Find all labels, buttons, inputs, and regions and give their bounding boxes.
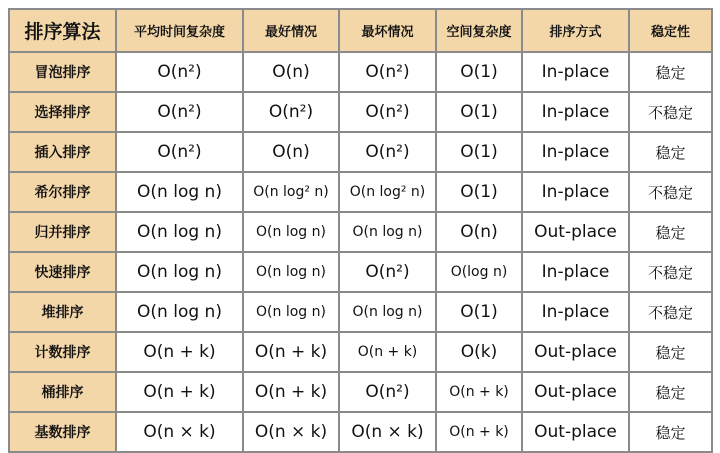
stability-cell: 稳定 [629,132,712,172]
header-worst-case: 最坏情况 [339,9,436,52]
sort-mode-cell: Out-place [522,332,629,372]
algorithm-name: 选择排序 [9,92,116,132]
sort-mode-cell: Out-place [522,372,629,412]
algorithm-name: 冒泡排序 [9,52,116,92]
stability-cell: 稳定 [629,52,712,92]
best-case-cell: O(n²) [243,92,339,132]
stability-cell: 稳定 [629,412,712,452]
stability-cell: 不稳定 [629,292,712,332]
best-case-cell: O(n log n) [243,292,339,332]
worst-case-cell: O(n²) [339,52,436,92]
sort-mode-cell: In-place [522,92,629,132]
sorting-table-container [8,8,711,444]
algorithm-name: 基数排序 [9,412,116,452]
stability-cell: 稳定 [629,212,712,252]
table-row [9,212,712,252]
stability-cell: 不稳定 [629,92,712,132]
space-cell: O(1) [436,292,522,332]
space-cell: O(n) [436,212,522,252]
header-row [9,9,712,52]
algorithm-name: 堆排序 [9,292,116,332]
algorithm-name: 计数排序 [9,332,116,372]
sort-mode-cell: Out-place [522,212,629,252]
header-best-case: 最好情况 [243,9,339,52]
sorting-complexity-table [8,8,713,453]
space-cell: O(1) [436,132,522,172]
best-case-cell: O(n × k) [243,412,339,452]
average-time-cell: O(n + k) [116,372,243,412]
worst-case-cell: O(n²) [339,92,436,132]
worst-case-cell: O(n log² n) [339,172,436,212]
sort-mode-cell: In-place [522,172,629,212]
table-row [9,252,712,292]
best-case-cell: O(n log n) [243,212,339,252]
best-case-cell: O(n log² n) [243,172,339,212]
worst-case-cell: O(n log n) [339,292,436,332]
space-cell: O(log n) [436,252,522,292]
best-case-cell: O(n) [243,132,339,172]
worst-case-cell: O(n + k) [339,332,436,372]
header-space: 空间复杂度 [436,9,522,52]
algorithm-name: 希尔排序 [9,172,116,212]
space-cell: O(n + k) [436,372,522,412]
header-sort-mode: 排序方式 [522,9,629,52]
average-time-cell: O(n log n) [116,252,243,292]
space-cell: O(1) [436,52,522,92]
table-row [9,372,712,412]
sort-mode-cell: In-place [522,292,629,332]
table-row [9,52,712,92]
average-time-cell: O(n²) [116,92,243,132]
algorithm-name: 插入排序 [9,132,116,172]
table-row [9,412,712,452]
header-algorithm: 排序算法 [9,9,116,52]
stability-cell: 稳定 [629,372,712,412]
average-time-cell: O(n log n) [116,292,243,332]
stability-cell: 不稳定 [629,172,712,212]
table-row [9,132,712,172]
sort-mode-cell: In-place [522,52,629,92]
best-case-cell: O(n log n) [243,252,339,292]
space-cell: O(n + k) [436,412,522,452]
average-time-cell: O(n × k) [116,412,243,452]
worst-case-cell: O(n²) [339,132,436,172]
worst-case-cell: O(n × k) [339,412,436,452]
sort-mode-cell: Out-place [522,412,629,452]
worst-case-cell: O(n log n) [339,212,436,252]
space-cell: O(k) [436,332,522,372]
algorithm-name: 快速排序 [9,252,116,292]
table-row [9,332,712,372]
best-case-cell: O(n + k) [243,332,339,372]
average-time-cell: O(n²) [116,52,243,92]
stability-cell: 稳定 [629,332,712,372]
average-time-cell: O(n + k) [116,332,243,372]
average-time-cell: O(n²) [116,132,243,172]
best-case-cell: O(n) [243,52,339,92]
stability-cell: 不稳定 [629,252,712,292]
header-average-time: 平均时间复杂度 [116,9,243,52]
average-time-cell: O(n log n) [116,212,243,252]
table-row [9,92,712,132]
sort-mode-cell: In-place [522,132,629,172]
worst-case-cell: O(n²) [339,252,436,292]
table-row [9,172,712,212]
table-row [9,292,712,332]
best-case-cell: O(n + k) [243,372,339,412]
algorithm-name: 桶排序 [9,372,116,412]
average-time-cell: O(n log n) [116,172,243,212]
sort-mode-cell: In-place [522,252,629,292]
space-cell: O(1) [436,172,522,212]
header-stability: 稳定性 [629,9,712,52]
algorithm-name: 归并排序 [9,212,116,252]
space-cell: O(1) [436,92,522,132]
worst-case-cell: O(n²) [339,372,436,412]
